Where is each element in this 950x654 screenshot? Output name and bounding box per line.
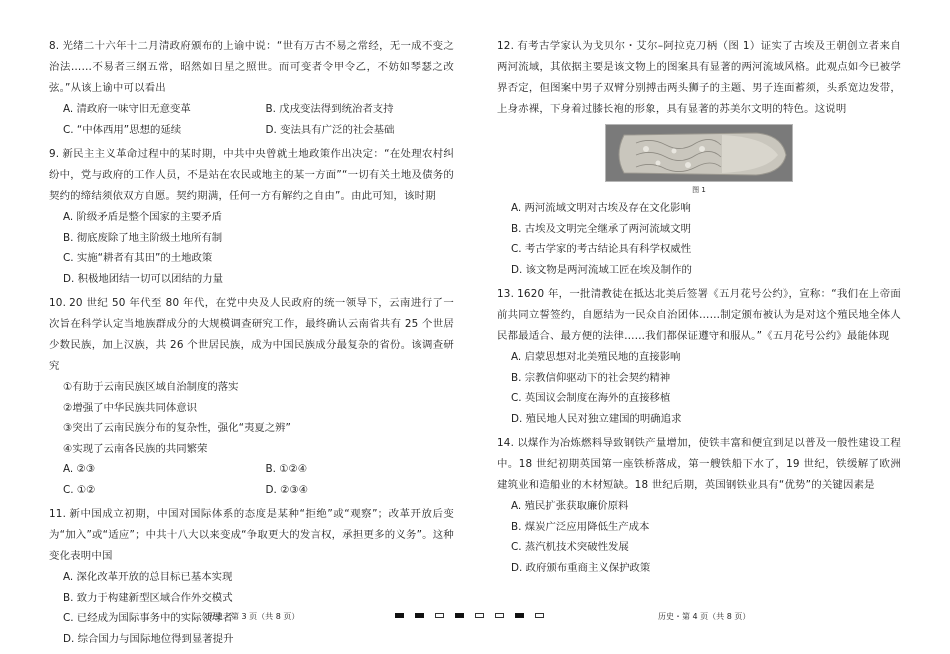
question-stem: 1620 年，一批清教徒在抵达北美后签署《五月花号公约》，宣称：“我们在上帝面前共同立誓签约，自愿结为一民众自治团体……制定颁布被认为是对这个殖民地全体人民都最适合、最方便的法律……我们都保证遵守和服从。”《五月花号公约》最能体现 xyxy=(497,288,901,342)
question-stem: 光绪二十六年十二月清政府颁布的上谕中说：“世有万古不易之常经，无一成不变之治法……不易者三纲五常，昭然如日星之照世。而可变者令甲令乙，不妨如琴瑟之改弦。”从该上谕中可以看出 xyxy=(49,40,454,94)
statement-3: ③突出了云南民族分布的复杂性，强化“夷夏之辨” xyxy=(63,422,291,434)
options xyxy=(497,198,901,280)
page-footer-right: 历史・第 4 页（共 8 页） xyxy=(658,612,751,621)
registration-mark xyxy=(435,613,444,618)
registration-mark xyxy=(535,613,544,618)
option-c: C. 实施“耕者有其田”的土地政策 xyxy=(63,252,213,264)
option-c: C. “中体西用”思想的延续 xyxy=(63,123,182,136)
question-number: 10. xyxy=(49,297,67,309)
registration-mark xyxy=(395,613,404,618)
option-a: A. 深化改革开放的总目标已基本实现 xyxy=(63,571,233,583)
question-11 xyxy=(49,504,454,649)
registration-mark xyxy=(495,613,504,618)
option-b: B. 戊戌变法得到统治者支持 xyxy=(265,103,394,115)
question-stem: 新民主主义革命过程中的某时期，中共中央曾就土地政策作出决定：“在处理农村纠纷中，党与政府的工作人员，不是站在农民或地主的某一方面”“一切有关土地及债务的契约的缔结须依双方自愿。契约期满，任何一方有解约之自由”。由此可知，该时期 xyxy=(49,148,454,202)
question-number: 13. xyxy=(497,288,515,300)
option-a: A. 殖民扩张获取廉价原料 xyxy=(511,500,629,512)
option-c: C. 英国议会制度在海外的直接移植 xyxy=(511,392,671,404)
question-10 xyxy=(49,293,454,500)
question-number: 8. xyxy=(49,40,60,52)
options xyxy=(49,567,454,649)
knife-handle-illustration xyxy=(606,125,792,181)
statement-2: ②增强了中华民族共同体意识 xyxy=(63,401,198,414)
registration-marks xyxy=(395,613,544,618)
option-a: A. 清政府一味守旧无意变革 xyxy=(63,103,191,115)
statements xyxy=(49,377,454,459)
option-c: C. ①② xyxy=(63,483,96,496)
option-a: A. 两河流域文明对古埃及存在文化影响 xyxy=(511,202,691,214)
options xyxy=(49,207,454,289)
option-d: D. 该文物是两河流域工匠在埃及制作的 xyxy=(511,263,692,276)
statement-4: ④实现了云南各民族的共同繁荣 xyxy=(63,442,208,455)
option-d: D. 综合国力与国际地位得到显著提升 xyxy=(63,632,234,645)
figure-caption: 图 1 xyxy=(692,186,706,194)
question-number: 9. xyxy=(49,148,60,160)
right-column xyxy=(497,36,901,582)
question-number: 14. xyxy=(497,437,515,449)
option-a: A. ②③ xyxy=(63,463,96,475)
question-13 xyxy=(497,284,901,429)
option-b: B. 煤炭广泛应用降低生产成本 xyxy=(511,520,650,533)
figure-1 xyxy=(497,124,901,196)
registration-mark xyxy=(415,613,424,618)
registration-mark xyxy=(515,613,524,618)
knife-handle-photo xyxy=(605,124,793,182)
left-column xyxy=(49,36,454,653)
option-c: C. 蒸汽机技术突破性发展 xyxy=(511,541,629,553)
question-stem: 有考古学家认为戈贝尔・艾尔–阿拉克刀柄（图 1）证实了古埃及王朝创立者来自两河流域，其依据主要是该文物上的图案具有显著的两河流域风格。此观点如今已被学界否定，但图案中男子双臂分别搏击两头狮子的主题、男子连面蓄须，头系宽边发带，上身赤裸，下身着过膝长袍的形象，具有显著的苏美尔文明的特色。这说明 xyxy=(497,40,901,115)
option-c: C. 已经成为国际事务中的实际领导者 xyxy=(63,612,233,624)
option-a: A. 启蒙思想对北美殖民地的直接影响 xyxy=(511,351,681,363)
question-stem: 以煤作为冶炼燃料导致钢铁产量增加，使铁丰富和便宜到足以普及一般性建设工程中。18 世纪初期英国第一座铁桥落成，第一艘铁船下水了，19 世纪，铁缓解了欧洲建筑业和造船业的木材短缺。18 世纪后期，英国钢铁业具有“优势”的关键因素是 xyxy=(497,437,901,491)
question-number: 12. xyxy=(497,40,515,52)
registration-mark xyxy=(455,613,464,618)
option-d: D. 殖民地人民对独立建国的明确追求 xyxy=(511,412,682,425)
option-d: D. ②③④ xyxy=(265,483,309,496)
option-d: D. 变法具有广泛的社会基础 xyxy=(265,123,395,136)
option-d: D. 政府颁布重商主义保护政策 xyxy=(511,561,651,574)
option-b: B. 宗教信仰驱动下的社会契约精神 xyxy=(511,371,671,384)
option-a: A. 阶级矛盾是整个国家的主要矛盾 xyxy=(63,211,222,223)
options xyxy=(497,347,901,429)
options xyxy=(49,99,454,140)
options xyxy=(497,496,901,578)
question-14 xyxy=(497,433,901,578)
question-12 xyxy=(497,36,901,280)
option-d: D. 积极地团结一切可以团结的力量 xyxy=(63,272,224,285)
question-8 xyxy=(49,36,454,140)
option-b: B. 古埃及文明完全继承了两河流域文明 xyxy=(511,222,691,235)
options xyxy=(49,459,454,500)
registration-mark xyxy=(475,613,484,618)
page-footer-left: 历史・第 3 页（共 8 页） xyxy=(207,612,300,621)
option-b: B. 致力于构建新型区域合作外交模式 xyxy=(63,591,233,604)
question-stem: 20 世纪 50 年代至 80 年代，在党中央及人民政府的统一领导下，云南进行了一次旨在科学认定当地族群成分的大规模调查研究工作，最终确认云南省共有 25 个世居少数民族，加上汉族，共 26 个世居民族，成为中国民族成分最复杂的省份。该调查研究 xyxy=(49,297,454,372)
option-b: B. ①②④ xyxy=(265,463,308,475)
option-c: C. 考古学家的考古结论具有科学权威性 xyxy=(511,243,692,255)
question-number: 11. xyxy=(49,508,67,520)
question-9 xyxy=(49,144,454,289)
option-b: B. 彻底废除了地主阶级土地所有制 xyxy=(63,231,223,244)
question-stem: 新中国成立初期，中国对国际体系的态度是某种“拒绝”或“观察”；改革开放后变为“加入”或“适应”；中共十八大以来变成“争取更大的发言权，承担更多的义务”。这种变化表明中国 xyxy=(49,508,454,562)
statement-1: ①有助于云南民族区域自治制度的落实 xyxy=(63,381,239,393)
